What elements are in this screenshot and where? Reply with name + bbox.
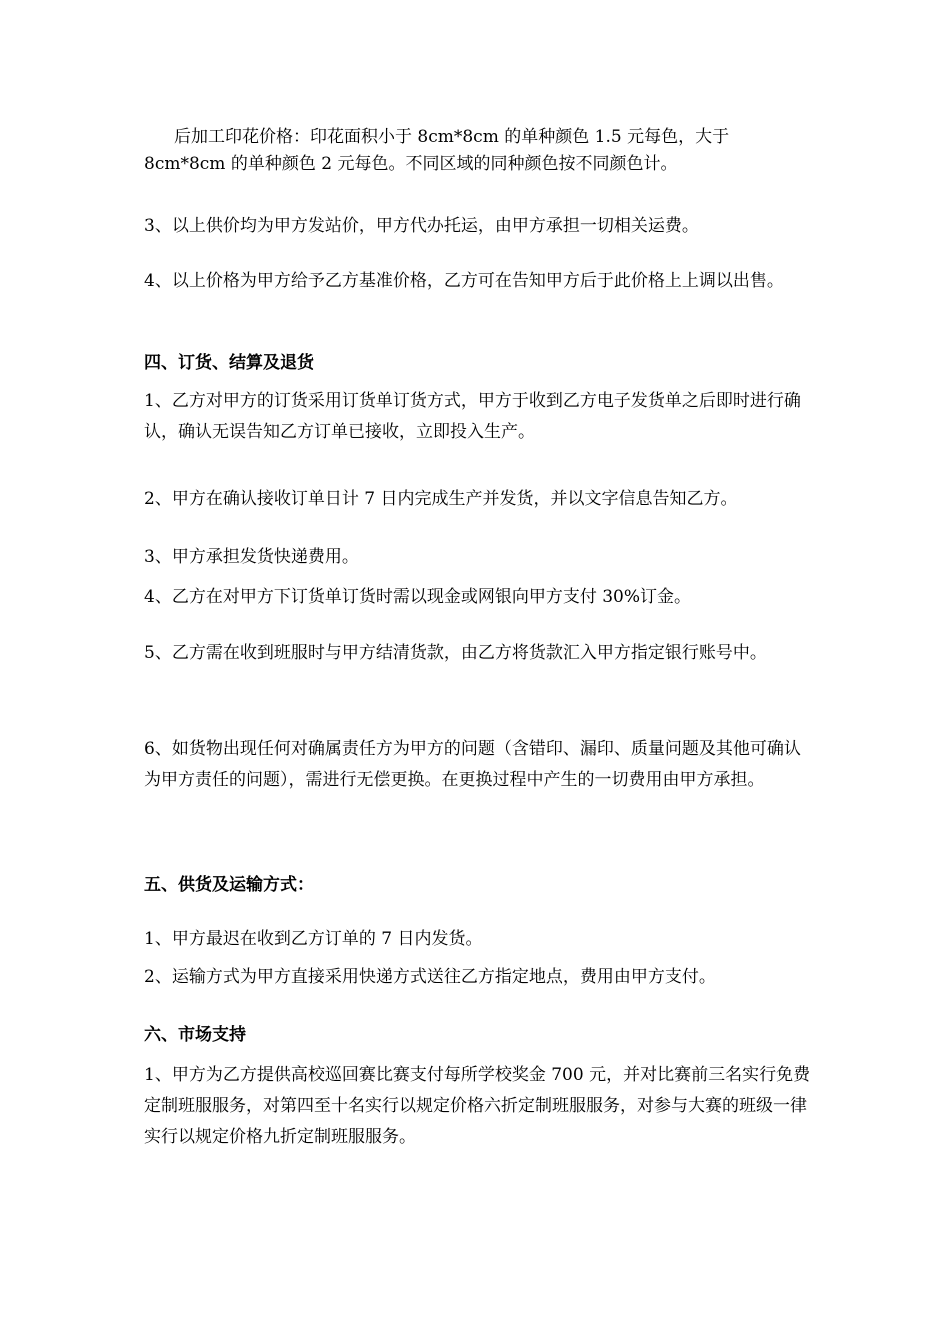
section-heading-delivery: 五、供货及运输方式： (144, 875, 314, 895)
paragraph-delivery-time: 1、甲方最迟在收到乙方订单的 7 日内发货。 (144, 929, 483, 949)
paragraph-print-pricing: 后加工印花价格：印花面积小于 8cm*8cm 的单种颜色 1.5 元每色，大于 8cm*8cm 的单种颜色 2 元每色。不同区域的同种颜色按不同颜色计。 (144, 127, 730, 174)
paragraph-order-method: 1、乙方对甲方的订货采用订货单订货方式，甲方于收到乙方电子发货单之后即时进行确认，确认无误告知乙方订单已接收，立即投入生产。 (144, 391, 801, 442)
section-heading-ordering: 四、订货、结算及退货 (144, 353, 314, 373)
paragraph-shipping-fee: 3、甲方承担发货快递费用。 (144, 547, 359, 567)
paragraph-transport-method: 2、运输方式为甲方直接采用快递方式送往乙方指定地点，费用由甲方支付。 (144, 967, 716, 987)
paragraph-shipping-price: 3、以上供价均为甲方发站价，甲方代办托运，由甲方承担一切相关运费。 (144, 216, 699, 236)
paragraph-production-time: 2、甲方在确认接收订单日计 7 日内完成生产并发货，并以文字信息告知乙方。 (144, 489, 738, 509)
paragraph-replacement: 6、如货物出现任何对确属责任方为甲方的问题（含错印、漏印、质量问题及其他可确认为甲方责任的问题），需进行无偿更换。在更换过程中产生的一切费用由甲方承担。 (144, 739, 801, 790)
section-heading-market-support: 六、市场支持 (144, 1025, 246, 1045)
paragraph-competition-support: 1、甲方为乙方提供高校巡回赛比赛支付每所学校奖金 700 元，并对比赛前三名实行免费定制班服服务，对第四至十名实行以规定价格六折定制班服服务，对参与大赛的班级一律实行以规定价格九折定制班服服务。 (144, 1065, 811, 1147)
paragraph-settlement: 5、乙方需在收到班服时与甲方结清货款，由乙方将货款汇入甲方指定银行账号中。 (144, 643, 767, 663)
paragraph-deposit: 4、乙方在对甲方下订货单订货时需以现金或网银向甲方支付 30%订金。 (144, 587, 692, 607)
paragraph-base-price: 4、以上价格为甲方给予乙方基准价格，乙方可在告知甲方后于此价格上上调以出售。 (144, 271, 784, 291)
